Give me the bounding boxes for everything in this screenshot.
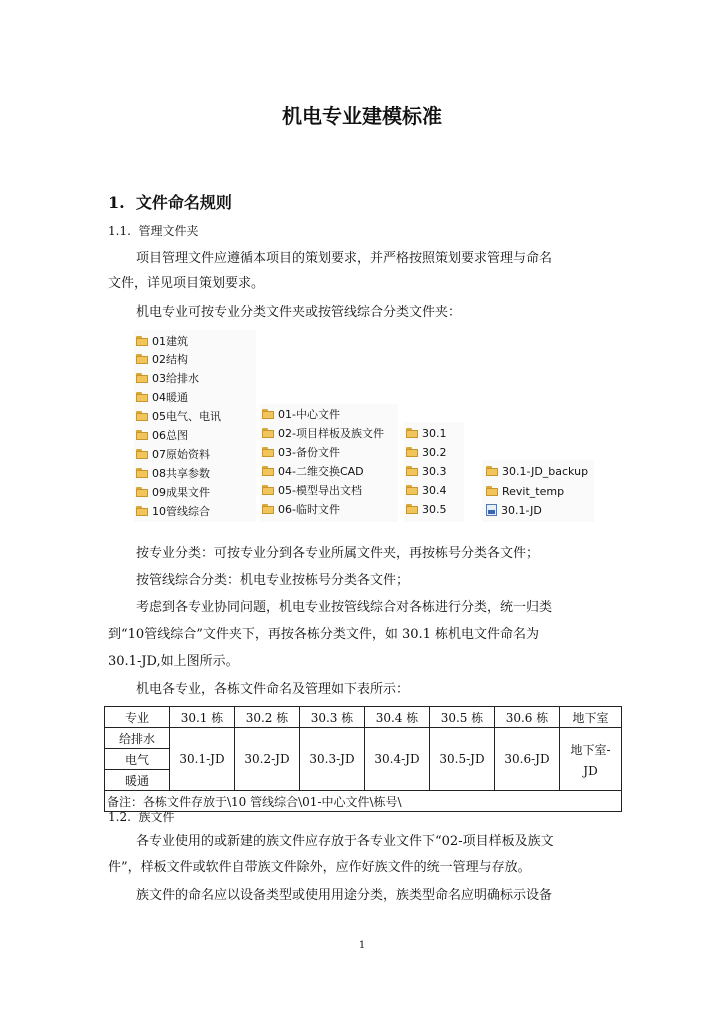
folder-label: 01-中心文件	[278, 408, 340, 421]
paragraph-5-line-3: 30.1-JD,如上图所示。	[108, 654, 239, 669]
folder-icon	[406, 485, 418, 495]
folder-label: 30.1	[422, 426, 447, 440]
folder-item[interactable]	[406, 481, 447, 499]
folder-label: 07原始资料	[152, 448, 210, 461]
table-cell: 30.2-JD	[235, 728, 300, 791]
paragraph-8: 族文件的命名应以设备类型或使用用途分类，族类型命名应明确标示设备	[136, 888, 553, 903]
folder-label: 06-临时文件	[278, 503, 340, 516]
basement-line-1: 地下室-	[570, 742, 611, 757]
folder-label: 03-备份文件	[278, 446, 340, 459]
folder-item[interactable]	[136, 502, 210, 520]
file-label: 30.1-JD	[501, 503, 542, 517]
folder-label: 30.3	[422, 464, 447, 478]
folder-item[interactable]	[486, 462, 588, 480]
folder-panel-coordination	[260, 404, 398, 522]
folder-icon	[406, 466, 418, 476]
table-cell: 30.1-JD	[170, 728, 235, 791]
folder-item[interactable]	[136, 407, 221, 425]
paragraph-7-line-2: 件”，样板文件或软件自带族文件除外，应作好族文件的统一管理与存放。	[108, 860, 531, 875]
folder-icon	[136, 354, 148, 364]
table-discipline-cell: 暖通	[105, 770, 170, 791]
folder-item[interactable]	[136, 426, 188, 444]
paragraph-1-line-1: 项目管理文件应遵循本项目的策划要求，并严格按照策划要求管理与命名	[136, 251, 553, 266]
folder-icon	[136, 430, 148, 440]
folder-label: 09成果文件	[152, 486, 210, 499]
folder-icon	[262, 466, 274, 476]
folder-panel-building-files	[482, 460, 594, 522]
folder-label: 01建筑	[152, 335, 188, 348]
folder-item[interactable]	[262, 462, 364, 480]
paragraph-2: 机电专业可按专业分类文件夹或按管线综合分类文件夹：	[136, 305, 462, 320]
page-number: 1	[358, 940, 366, 951]
table-cell: 30.5-JD	[430, 728, 495, 791]
folder-item[interactable]	[262, 443, 340, 461]
folder-label: 05-模型导出文档	[278, 484, 362, 497]
folder-item[interactable]	[406, 424, 447, 442]
table-header-cell: 30.4 栋	[365, 707, 430, 728]
folder-label: 05电气、电讯	[152, 410, 221, 423]
paragraph-1-line-2: 文件，详见项目策划要求。	[108, 276, 265, 291]
folder-icon	[136, 336, 148, 346]
folder-label: 02-项目样板及族文件	[278, 427, 384, 440]
paragraph-5-line-1: 考虑到各专业协同问题，机电专业按管线综合对各栋进行分类，统一归类	[136, 600, 553, 615]
table-note-row	[105, 791, 622, 812]
folder-item[interactable]	[136, 445, 210, 463]
folder-icon	[486, 486, 498, 496]
folder-label: 04暖通	[152, 391, 188, 404]
table-header-cell: 30.3 栋	[300, 707, 365, 728]
folder-icon	[136, 487, 148, 497]
table-discipline-cell: 给排水	[105, 728, 170, 749]
paragraph-6: 机电各专业，各栋文件命名及管理如下表所示：	[136, 682, 410, 697]
folder-item[interactable]	[136, 369, 199, 387]
folder-icon	[262, 504, 274, 514]
folder-label: 30.5	[422, 502, 447, 516]
subsection-number: 1.1.	[108, 224, 131, 238]
folder-icon	[136, 468, 148, 478]
folder-icon	[406, 428, 418, 438]
folder-label: Revit_temp	[502, 484, 565, 498]
paragraph-7-line-1: 各专业使用的或新建的族文件应存放于各专业文件下“02-项目样板及族文	[136, 834, 554, 849]
folder-icon	[262, 428, 274, 438]
folder-panel-buildings	[404, 422, 464, 522]
folder-icon	[406, 447, 418, 457]
file-item[interactable]	[486, 501, 542, 519]
folder-item[interactable]	[136, 483, 210, 501]
table-note: 备注：各栋文件存放于\10 管线综合\01-中心文件\栋号\	[105, 791, 622, 812]
folder-label: 06总图	[152, 429, 188, 442]
folder-item[interactable]	[136, 332, 188, 350]
folder-item[interactable]	[136, 464, 210, 482]
folder-label: 30.4	[422, 483, 447, 497]
table-header-cell: 30.5 栋	[430, 707, 495, 728]
table-header-cell: 30.6 栋	[495, 707, 560, 728]
table-header-cell: 30.2 栋	[235, 707, 300, 728]
paragraph-4: 按管线综合分类：机电专业按栋号分类各文件；	[136, 573, 410, 588]
table-cell: 30.6-JD	[495, 728, 560, 791]
folder-label: 30.1-JD_backup	[502, 464, 589, 478]
table-header-cell: 地下室	[560, 707, 622, 728]
folder-label: 30.2	[422, 445, 447, 459]
folder-icon	[486, 466, 498, 476]
folder-item[interactable]	[406, 500, 447, 518]
table-cell: 30.3-JD	[300, 728, 365, 791]
folder-icon	[136, 411, 148, 421]
table-header-cell: 专业	[105, 707, 170, 728]
folder-item[interactable]	[136, 388, 188, 406]
table-discipline-cell: 电气	[105, 749, 170, 770]
folder-icon	[406, 504, 418, 514]
subsection-heading-1-1	[108, 222, 199, 239]
table-header-cell: 30.1 栋	[170, 707, 235, 728]
folder-label: 03给排水	[152, 372, 199, 385]
folder-icon	[136, 449, 148, 459]
folder-label: 10管线综合	[152, 505, 210, 518]
folder-item[interactable]	[262, 481, 362, 499]
folder-icon	[262, 447, 274, 457]
subsection-heading-1-2	[108, 808, 175, 825]
naming-table	[104, 706, 622, 812]
folder-icon	[136, 506, 148, 516]
folder-item[interactable]	[262, 500, 340, 518]
folder-icon	[136, 373, 148, 383]
folder-label: 02结构	[152, 353, 188, 366]
table-cell: 30.4-JD	[365, 728, 430, 791]
subsection-title: 管理文件夹	[138, 224, 199, 238]
folder-label: 08共享参数	[152, 467, 210, 480]
folder-icon	[262, 485, 274, 495]
table-header-row	[105, 707, 622, 728]
folder-item[interactable]	[486, 482, 564, 500]
paragraph-5-line-2: 到“10管线综合”文件夹下，再按各栋分类文件，如 30.1 栋机电文件命名为	[108, 627, 540, 642]
section-number: 1.	[108, 193, 125, 212]
section-heading-1	[108, 190, 232, 213]
basement-line-2: JD	[583, 763, 598, 778]
folder-icon	[136, 392, 148, 402]
folder-item[interactable]	[406, 462, 447, 480]
folder-item[interactable]	[262, 405, 340, 423]
subsection-number: 1.2.	[108, 810, 131, 824]
folder-item[interactable]	[136, 350, 188, 368]
section-title: 文件命名规则	[135, 193, 232, 212]
page-title: 机电专业建模标准	[282, 104, 442, 128]
table-row	[105, 728, 622, 749]
paragraph-3: 按专业分类：可按专业分到各专业所属文件夹，再按栋号分类各文件；	[136, 546, 540, 561]
folder-item[interactable]	[406, 443, 447, 461]
subsection-title: 族文件	[138, 810, 175, 824]
revit-file-icon	[486, 504, 497, 516]
folder-item[interactable]	[262, 424, 384, 442]
folder-panel-disciplines	[134, 330, 256, 522]
table-cell-basement	[560, 728, 622, 791]
folder-icon	[262, 409, 274, 419]
folder-label: 04-二维交换CAD	[278, 465, 364, 478]
